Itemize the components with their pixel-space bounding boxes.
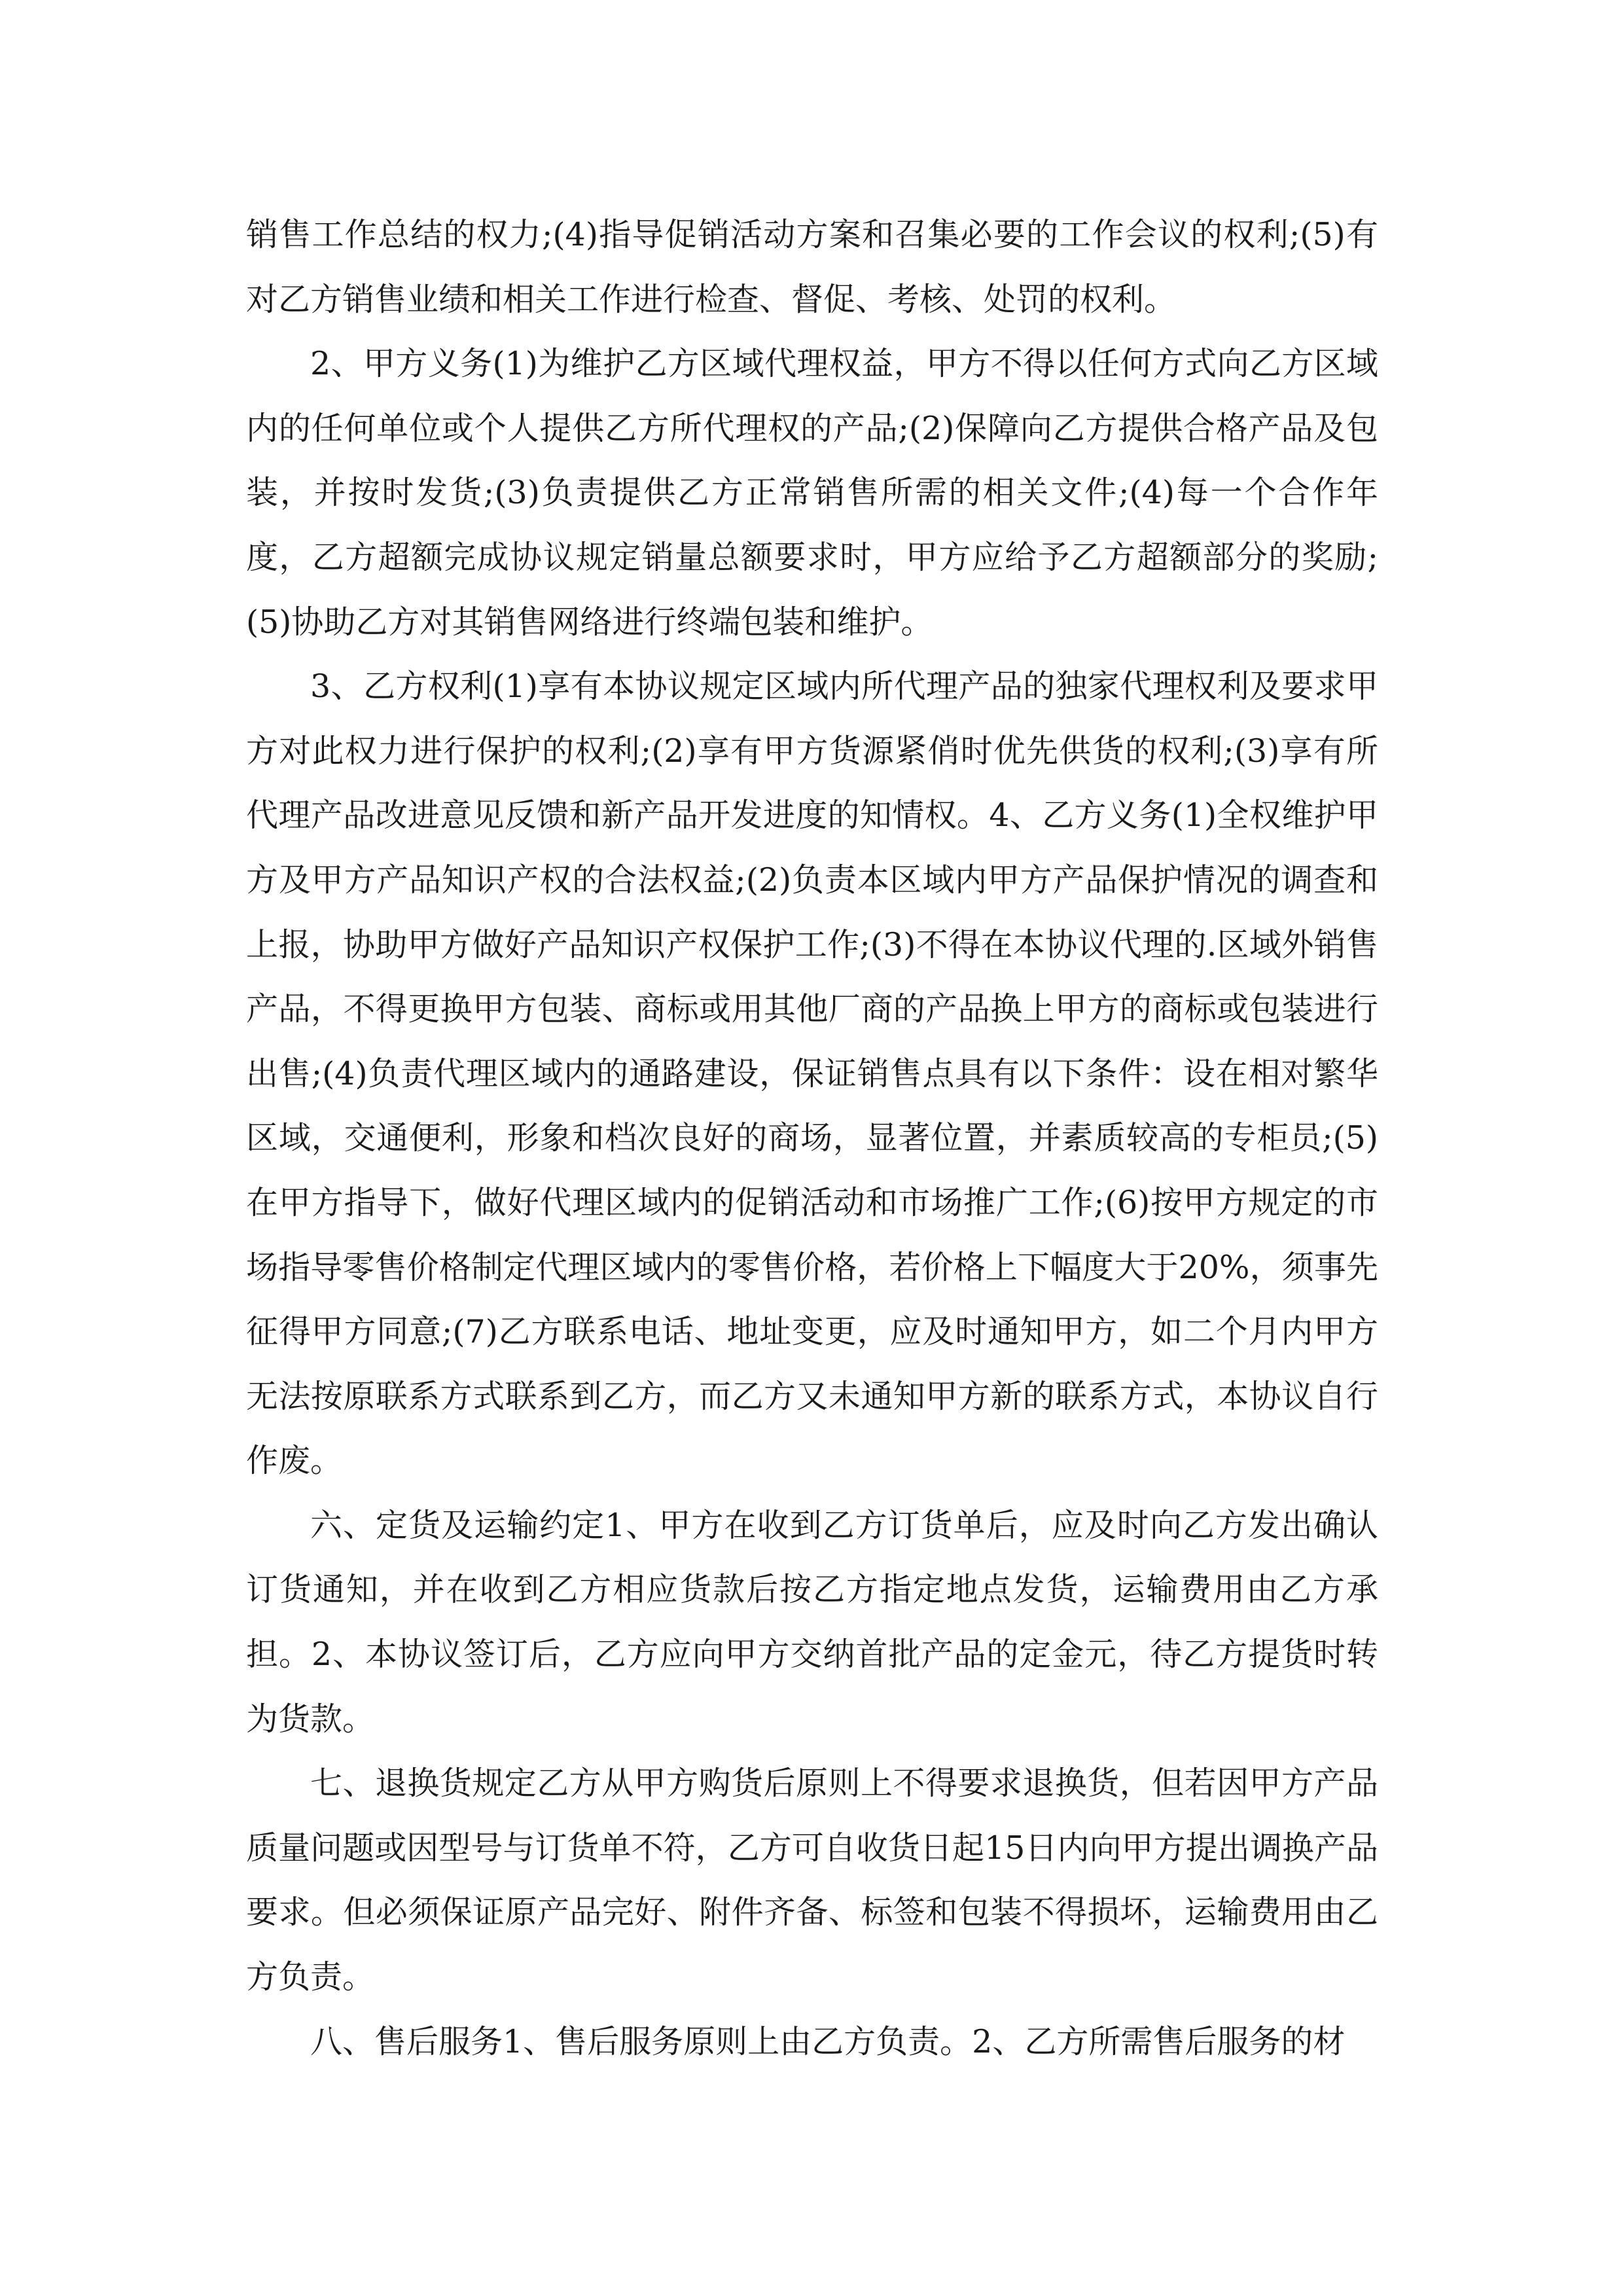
- paragraph-continued-rights: 销售工作总结的权力;(4)指导促销活动方案和召集必要的工作会议的权利;(5)有对乙方销售业绩和相关工作进行检查、督促、考核、处罚的权利。: [246, 216, 1378, 318]
- paragraph-party-b-rights-obligations: 3、乙方权利(1)享有本协议规定区域内所代理产品的独家代理权利及要求甲方对此权力进行保护的权利;(2)享有甲方货源紧俏时优先供货的权利;(3)享有所代理产品改进意见反馈和新产品开发进度的知情权。4、乙方义务(1)全权维护甲方及甲方产品知识产权的合法权益;(2)负责本区域内甲方产品保护情况的调查和上报，协助甲方做好产品知识产权保护工作;(3)不得在本协议代理的.区域外销售产品，不得更换甲方包装、商标或用其他厂商的产品换上甲方的商标或包装进行出售;(4)负责代理区域内的通路建设，保证销售点具有以下条件：设在相对繁华区域，交通便利，形象和档次良好的商场，显著位置，并素质较高的专柜员;(5)在甲方指导下，做好代理区域内的促销活动和市场推广工作;(6)按甲方规定的市场指导零售价格制定代理区域内的零售价格，若价格上下幅度大于20%，须事先征得甲方同意;(7)乙方联系电话、地址变更，应及时通知甲方，如二个月内甲方无法按原联系方式联系到乙方，而乙方又未通知甲方新的联系方式，本协议自行作废。: [246, 668, 1378, 1480]
- paragraph-ordering-shipping: 六、定货及运输约定1、甲方在收到乙方订货单后，应及时向乙方发出确认订货通知，并在收到乙方相应货款后按乙方指定地点发货，运输费用由乙方承担。2、本协议签订后，乙方应向甲方交纳首批产品的定金元，待乙方提货时转为货款。: [246, 1506, 1378, 1738]
- document-body: [246, 203, 1378, 2074]
- paragraph-returns-exchange: 七、退换货规定乙方从甲方购货后原则上不得要求退换货，但若因甲方产品质量问题或因型号与订货单不符，乙方可自收货日起15日内向甲方提出调换产品要求。但必须保证原产品完好、附件齐备、标签和包装不得损坏，运输费用由乙方负责。: [246, 1765, 1378, 1996]
- paragraph-after-sales-service: 八、售后服务1、售后服务原则上由乙方负责。2、乙方所需售后服务的材: [310, 2022, 1346, 2060]
- paragraph-party-a-obligations: 2、甲方义务(1)为维护乙方区域代理权益，甲方不得以任何方式向乙方区域内的任何单位或个人提供乙方所代理权的产品;(2)保障向乙方提供合格产品及包装，并按时发货;(3)负责提供乙方正常销售所需的相关文件;(4)每一个合作年度，乙方超额完成协议规定销量总额要求时，甲方应给予乙方超额部分的奖励;(5)协助乙方对其销售网络进行终端包装和维护。: [246, 345, 1378, 641]
